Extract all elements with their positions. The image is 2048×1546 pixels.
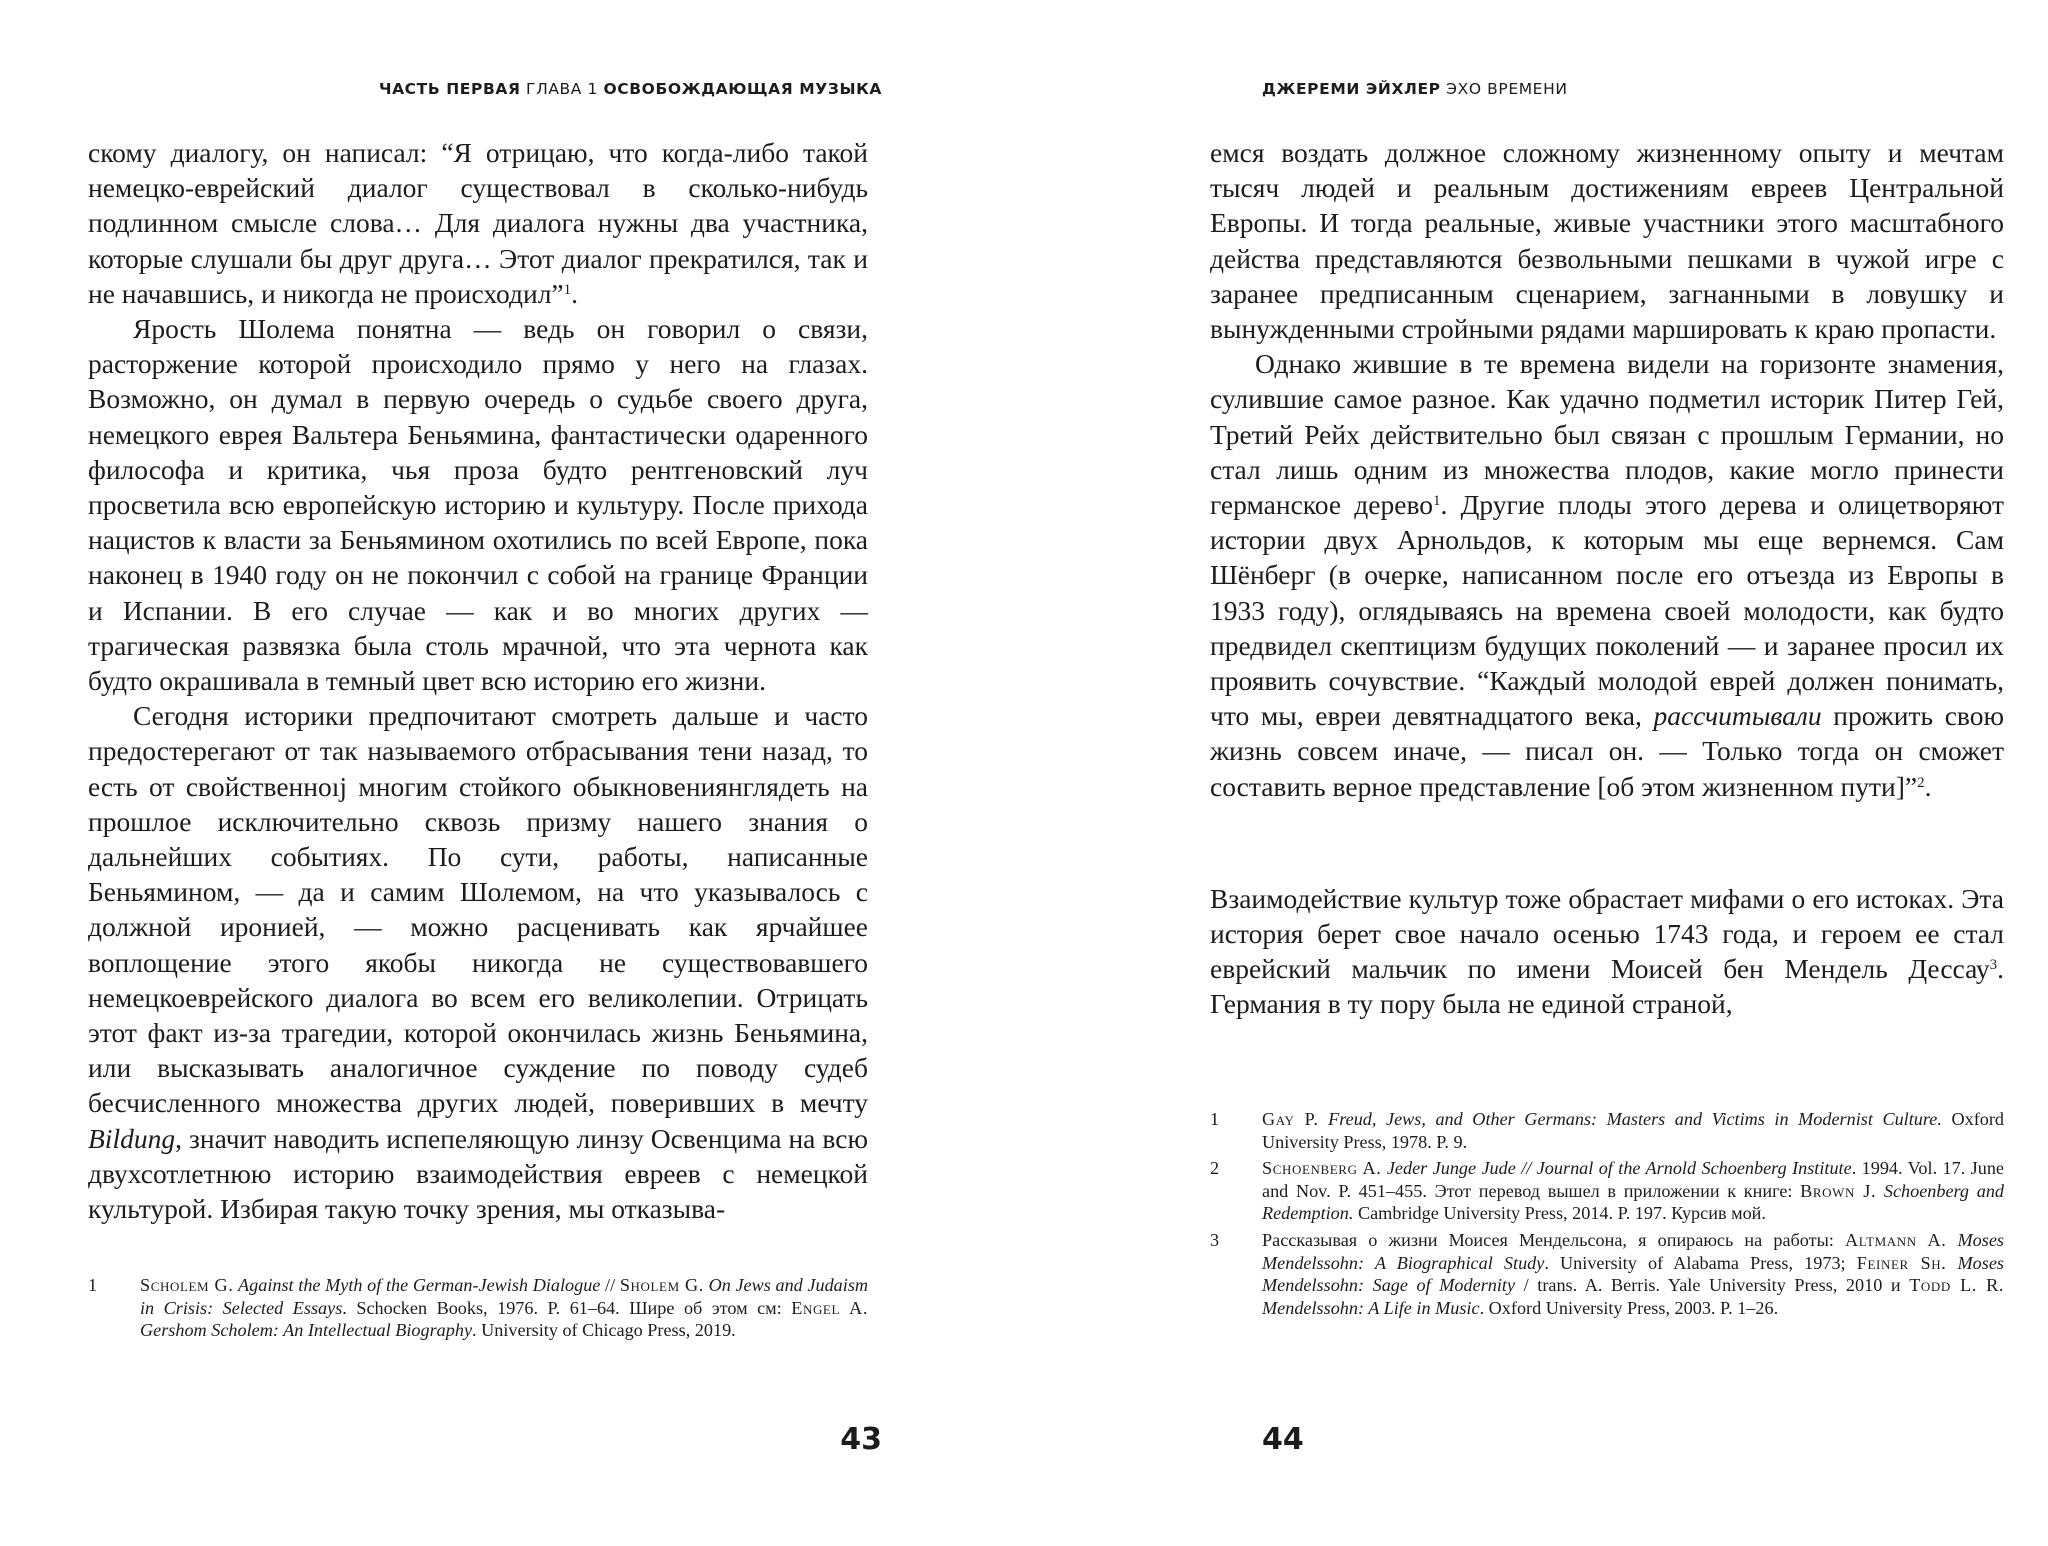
running-head-title: ОСВОБОЖДАЮЩАЯ МУЗЫКА (603, 80, 882, 98)
right-page-body (1210, 135, 2004, 1022)
footnote-number: 1 (88, 1275, 98, 1295)
paragraph: Однако жившие в те времена видели на горизонте знамения, сулившие самое разное. Как удачно подметил историк Питер Гей, Третий Рейх действительно был связан с прошлым Германии, но стал лишь одним из множества плодов, какие могло принести германское дерево$^1$. Другие плоды этого дерева и олицетворяют истории двух Арнольдов, к которым мы еще вернемся. Сам Шёнберг (в очерке, написанном после его отъезда из Европы в 1933 году), оглядываясь на времена своей молодости, как будто предвидел скептицизм будущих поколений — и заранее просил их проявить сочувствие. “Каждый молодой еврей должен понимать, что мы, евреи девятнадцатого века, рассчитывали прожить свою жизнь совсем иначе, — писал он. — Только тогда он сможет составить верное представление [об этом жизненном пути]”$^2$. (1210, 348, 2004, 802)
page-number: 44 (1262, 1422, 1304, 1457)
note-ref: 2 (1917, 774, 1925, 791)
page-number: 43 (840, 1422, 882, 1457)
right-page (1210, 0, 2005, 1546)
note-ref: 1 (563, 281, 572, 298)
paragraph: емся воздать должное сложному жизненному опыту и мечтам тысяч людей и реальным достижениям евреев Центральной Европы. И тогда реальные, живые участники этого масштабного действа представляются безвольными пешками в чужой игре с заранее предписанным сценарием, загнанными в ловушку и вынужденными стройными рядами маршировать к краю пропасти. (1210, 137, 2004, 345)
paragraph: Ярость Шолема понятна — ведь он говорил о связи, расторжение которой происходило прямо у него на глазах. Возможно, он думал в первую очередь о судьбе своего друга, немецкого еврея Вальтера Беньямина, фантастически одаренного философа и критика, чья проза будто рентгеновский луч просветила всю европейскую историю и культуру. После прихода нацистов к власти за Беньямином охотились по всей Европе, пока наконец в 1940 году он не покончил с собой на границе Франции и Испании. В его случае — как и во многих других — трагическая развязка была столь мрачной, что эта чернота как будто окрашивала в темный цвет всю историю его жизни. (88, 313, 868, 697)
footnote: 2 Schoenberg A. Jeder Junge Jude // Journal of the Arnold Schoenberg Institute. 1994. Vol. 17. June and Nov. P. 451–455. Этот перевод вышел в приложении к книге: Brown J. Schoenberg and Redemption. Cambridge University Press, 2014. P. 197. Курсив мой. (1210, 1158, 2005, 1224)
paragraph: Взаимодействие культур тоже обрастает мифами о его истоках. Эта история берет свое начало осенью 1743 года, и героем ее стал еврейский мальчик по имени Моисей бен Мендель Дессау$^3$. Германия в ту пору была не единой страной, (1210, 882, 2004, 1020)
left-footnotes (88, 1274, 868, 1346)
note-ref: 3 (1989, 957, 1998, 974)
footnote-number: 2 (1210, 1158, 1220, 1179)
running-head-chapter: ГЛАВА 1 (526, 80, 598, 98)
footnote: 3 Рассказывая о жизни Моисея Мендельсона, я опираюсь на работы: Altmann A. Moses Mendelssohn: A Biographical Study. University of Alabama Press, 1973; Feiner Sh. Moses Mendelssohn: Sage of Modernity / trans. A. Berris. Yale University Press, 2010 и Todd L. R. Mendelssohn: A Life in Music. Oxford University Press, 2003. P. 1–26. (1210, 1229, 2005, 1318)
running-head-book: ЭХО ВРЕМЕНИ (1446, 80, 1568, 98)
italic-term: Bildung (88, 1122, 176, 1154)
footnote-number: 1 (1210, 1109, 1220, 1129)
paragraph: Сегодня историки предпочитают смотреть дальше и часто предостерегают от так называемого отбрасывания тени назад, то есть от свойственноıj многим стойкого обыкновениянглядеть на прошлое исключительно сквозь призму нашего знания о дальнейших событиях. По сути, работы, написанные Беньямином, — да и самим Шолемом, на что указывалось с должной иронией, — можно расценивать как ярчайшее воплощение этого якобы никогда не существовавшего немецкоеврейского диалога во всем его великолепии. Отрицать этот факт из-за трагедии, которой окончилась жизнь Беньямина, или высказывать аналогичное суждение по поводу судеб бесчисленного множества других людей, поверивших в мечту Bildung, значит наводить испепеляющую линзу Освенцима на всю двухсотлетнюю историю взаимодействия евреев с немецкой культурой. Избирая такую точку зрения, мы отказыва- (88, 700, 868, 1225)
left-page (88, 0, 882, 1546)
footnote-number: 3 (1210, 1229, 1220, 1250)
note-ref: 1 (1433, 493, 1441, 510)
italic-term: рассчитывали (1653, 700, 1822, 732)
running-head-part: ЧАСТЬ ПЕРВАЯ (378, 80, 521, 98)
left-page-body (88, 135, 868, 1226)
footnote: 1 Scholem G. Against the Myth of the German-Jewish Dialogue // Sholem G. On Jews and Judaism in Crisis: Selected Essays. Schocken Books, 1976. P. 61–64. Шире об этом см: Engel A. Gershom Scholem: An Intellectual Biography. University of Chicago Press, 2019. (88, 1275, 869, 1341)
footnote: 1 Gay P. Freud, Jews, and Other Germans: Masters and Victims in Modernist Culture. Oxford University Press, 1978. P. 9. (1210, 1109, 2005, 1152)
running-head-right (1262, 80, 1990, 98)
running-head-author: ДЖЕРЕМИ ЭЙХЛЕР (1262, 80, 1441, 98)
paragraph: скому диалогу, он написал: “Я отрицаю, что когда-либо такой немецко-еврейский диалог существовал в сколько-нибудь подлинном смысле слова… Для диалога нужны два участника, которые слушали бы друг друга… Этот диалог прекратился, так и не начавшись, и никогда не происходил”$^1$. (88, 137, 868, 309)
running-head-left (88, 80, 882, 98)
right-footnotes (1210, 1108, 2004, 1323)
